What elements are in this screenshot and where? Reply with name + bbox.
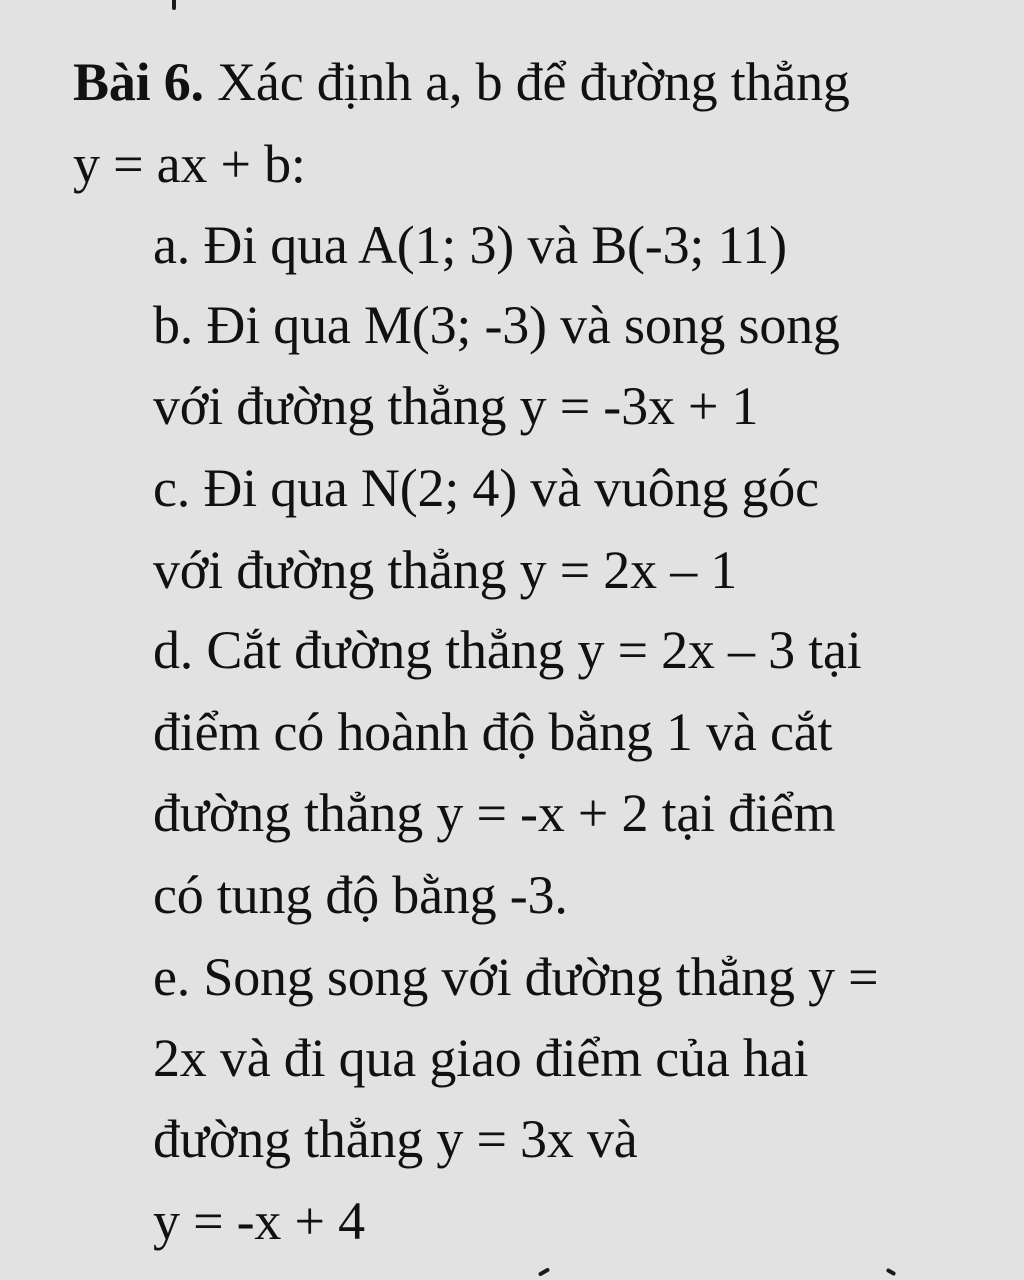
exercise-equation: y = ax + b: [73,134,306,194]
item-c-line-2: với đường thẳng y = 2x – 1 [153,540,738,600]
cropped-text-fragment-top [172,0,176,10]
exercise-heading-line [73,50,850,114]
item-e-line-3: đường thẳng y = 3x và [153,1109,638,1169]
exercise-intro: Xác định a, b để đường thẳng [203,52,850,112]
cropped-text-fragment-bottom-left [538,1267,550,1276]
item-e-line-2: 2x và đi qua giao điểm của hai [153,1028,809,1088]
item-e-line-1: e. Song song với đường thẳng y = [153,947,879,1007]
item-d-line-4: có tung độ bằng -3. [153,865,568,925]
item-b-line-2: với đường thẳng y = -3x + 1 [153,376,759,436]
cropped-text-fragment-bottom-right [886,1268,897,1276]
item-b-line-1: b. Đi qua M(3; -3) và song song [153,295,840,355]
exercise-title: Bài 6. [73,52,204,112]
item-d-line-1: d. Cắt đường thẳng y = 2x – 3 tại [153,620,862,680]
item-d-line-3: đường thẳng y = -x + 2 tại điểm [153,783,836,843]
item-a-line-1: a. Đi qua A(1; 3) và B(-3; 11) [153,215,787,275]
item-c-line-1: c. Đi qua N(2; 4) và vuông góc [153,458,819,518]
item-e-line-4: y = -x + 4 [153,1191,365,1251]
item-d-line-2: điểm có hoành độ bằng 1 và cắt [153,702,833,762]
